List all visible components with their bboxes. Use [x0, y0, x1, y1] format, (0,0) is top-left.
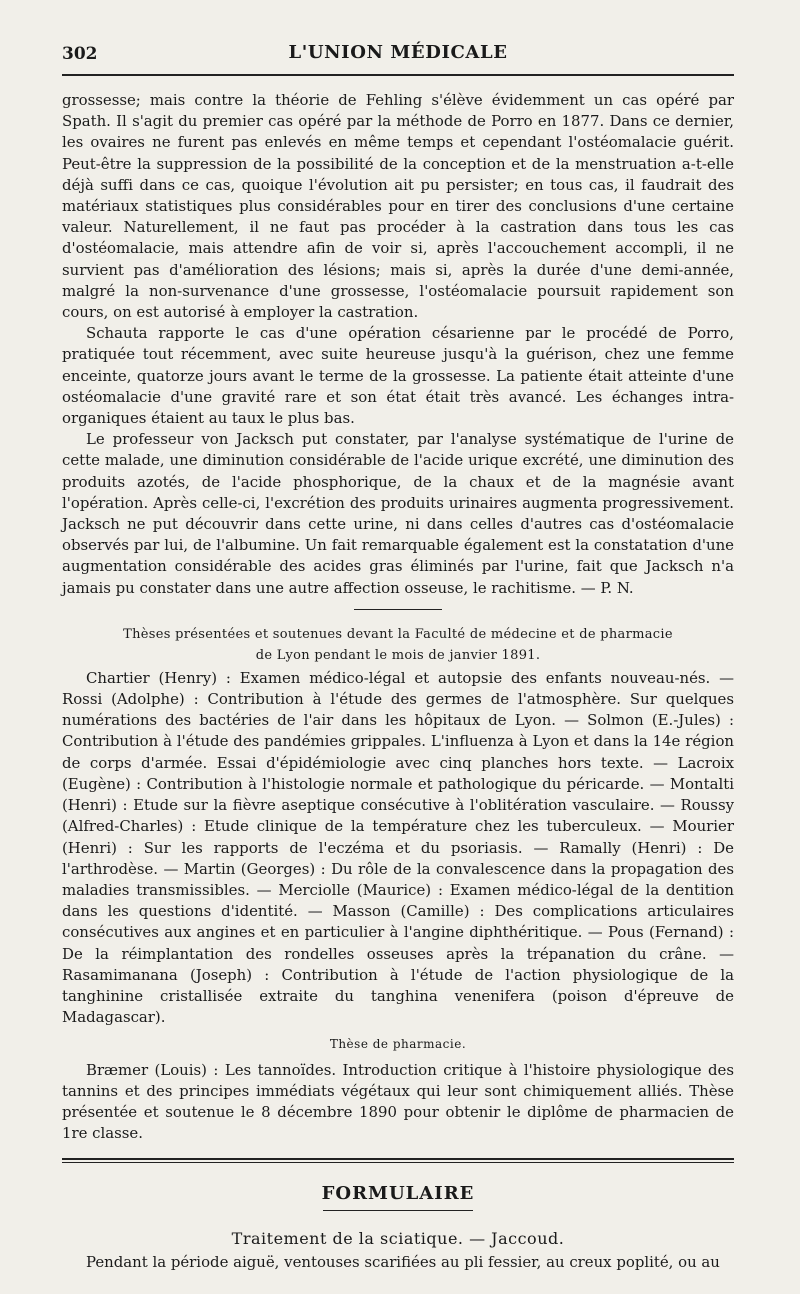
theses-title-line-1: Thèses présentées et soutenues devant la Faculté de médecine et de pharmacie	[123, 626, 673, 642]
formulaire-subheading: Traitement de la sciatique. — Jaccoud.	[231, 1229, 565, 1249]
theses-medicine-list: Chartier (Henry) : Examen médico-légal et autopsie des enfants nouveau-nés. — Rossi (Adolphe) : Contribution à l'étude des germes de l'atmosphère. Sur quelques numérations des bactéries de l'air dans les hôpitaux de Lyon. — Solmon (E.-Jules) : Contribution à l'étude des pandémies grippales. L'influenza à Lyon et dans la 14e région de corps d'armée. Essai d'épidémiologie avec cinq planches hors texte. — Lacroix (Eugène) : Contribution à l'histologie normale et pathologique du péricarde. — Montalti (Henri) : Etude sur la fièvre aseptique consécutive à l'oblitération vasculaire. — Roussy (Alfred-Charles) : Etude clinique de la température chez les tuberculeux. — Mourier (Henri) : Sur les rapports de l'eczéma et du psoriasis. — Ramally (Henri) : De l'arthrodèse. — Martin (Georges) : Du rôle de la convalescence dans la propagation des maladies transmissibles. — Merciolle (Maurice) : Examen médico-légal de la dentition dans les questions d'identité. — Masson (Camille) : Des complications articulaires consécutives aux angines et en particulier à l'angine diphthéritique. — Pous (Fernand) : De la réimplantation des rondelles osseuses après la trépanation du crâne. — Rasamimanana (Joseph) : Contribution à l'étude de l'action physiologique de la tanghinine cristallisée extraite du tanghina venenifera (poison d'épreuve de Madagascar).	[62, 668, 734, 1027]
journal-page	[62, 38, 734, 1274]
double-rule	[62, 1158, 734, 1163]
page-header	[62, 38, 734, 68]
theses-title	[62, 624, 734, 666]
theses-title-line-2: de Lyon pendant le mois de janvier 1891.	[255, 647, 541, 663]
paragraph-3: Le professeur von Jacksch put constater, par l'analyse systématique de l'urine de cette malade, une diminution considérable de l'acide urique excrété, une diminution des produits azotés, de l'acide phosphorique, de la chaux et de la magnésie avant l'opération. Après celle-ci, l'excrétion des produits urinaires augmenta progressivement. Jacksch ne put découvrir dans cette urine, ni dans celles d'autres cas d'ostéomalacie observés par lui, de l'albumine. Un fait remarquable également est la constatation d'une augmentation considérable des acides gras éliminés par l'urine, fait que Jacksch n'a jamais pu constater dans une autre affection osseuse, le rachitisme. — P. N.	[62, 430, 734, 597]
section-divider	[354, 609, 442, 610]
page-number: 302	[62, 44, 98, 64]
theses-pharmacy-text: Bræmer (Louis) : Les tannoïdes. Introduction critique à l'histoire physiologique des tannins et des principes immédiats végétaux qui leur sont chimiquement alliés. Thèse présentée et soutenue le 8 décembre 1890 pour obtenir le diplôme de pharmacien de 1re classe.	[62, 1060, 734, 1143]
formulaire-text: Pendant la période aiguë, ventouses scarifiées au pli fessier, au creux poplité, ou au	[86, 1253, 720, 1272]
paragraph-2: Schauta rapporte le cas d'une opération césarienne par le procédé de Porro, pratiquée tout récemment, avec suite heureuse jusqu'à la guérison, chez une femme enceinte, quatorze jours avant le terme de la grossesse. La patiente était atteinte d'une ostéomalacie d'une gravité rare et son état était très avancé. Les échanges intra-organiques étaient au taux le plus bas.	[62, 324, 734, 428]
journal-title: L'UNION MÉDICALE	[288, 42, 508, 63]
pharmacy-heading: Thèse de pharmacie.	[329, 1037, 467, 1052]
header-rule	[62, 74, 734, 76]
article-body	[62, 90, 734, 1144]
formulaire-heading: FORMULAIRE	[321, 1183, 475, 1205]
formulaire-rule	[323, 1210, 473, 1211]
paragraph-1: grossesse; mais contre la théorie de Fehling s'élève évidemment un cas opéré par Spath. Il s'agit du premier cas opéré par la méthode de Porro en 1877. Dans ce dernier, les ovaires ne furent pas enlevés en même temps et cependant l'ostéomalacie guérit. Peut-être la suppression de la possibilité de la conception et de la menstruation a-t-elle déjà suffi dans ce cas, quoique l'évolution ait pu persister; en tous cas, il faudrait des matériaux statistiques plus considérables pour en tirer des conclusions d'une certaine valeur. Naturellement, il ne faut pas procéder à la castration dans tous les cas d'ostéomalacie, mais attendre afin de voir si, après l'accouchement accompli, il ne survient pas d'amélioration des lésions; mais si, après la durée d'une demi-année, malgré la non-survenance d'une grossesse, l'ostéomalacie poursuit rapidement son cours, on est autorisé à employer la castration.	[62, 91, 734, 322]
